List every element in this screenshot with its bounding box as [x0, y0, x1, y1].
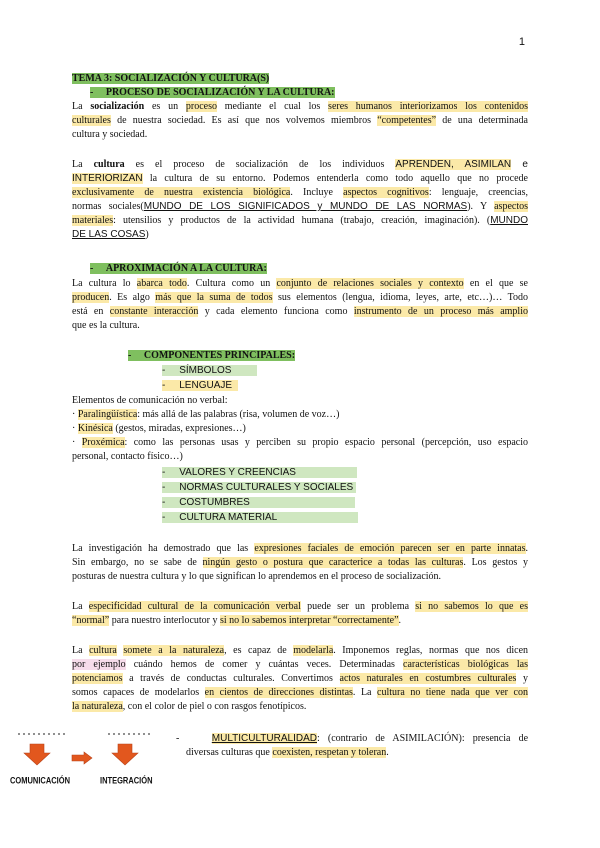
heading-proceso-text: PROCESO DE SOCIALIZACIÓN Y LA CULTURA: — [105, 87, 335, 98]
list-item: - CULTURA MATERIAL — [162, 511, 528, 525]
paragraph-cultura: La cultura es el proceso de socialización de los individuos APRENDEN, ASIMILAN e — [72, 159, 528, 170]
paragraph-investigacion: La investigación ha demostrado que las expresiones faciales de emoción parecen ser en parte innatas. — [72, 543, 528, 554]
heading-proceso: - PROCESO DE SOCIALIZACIÓN Y LA CULTURA: — [90, 87, 335, 98]
paragraph-line: la naturaleza, con el color de piel o con rasgos fenotípicos. — [72, 701, 307, 712]
multiculturalidad-line: diversas culturas que coexisten, respetan y toleran. — [186, 747, 389, 758]
nonverbal-item: · Kinésica (gestos, miradas, expresiones…) — [72, 423, 246, 434]
document-title — [72, 72, 528, 86]
paragraph-line: personal, contacto físico…) — [72, 451, 183, 462]
paragraph-naturaleza: La cultura somete a la naturaleza, es capaz de modelarla. Imponemos reglas, normas que nos dicen — [72, 645, 529, 656]
nonverbal-intro: Elementos de comunicación no verbal: — [72, 395, 228, 406]
list-item: - LENGUAJE — [162, 379, 528, 393]
diagram-label-integracion: INTEGRACIÓN — [100, 774, 153, 787]
down-arrow-icon — [24, 744, 50, 765]
heading-aproximacion: - APROXIMACIÓN A LA CULTURA: — [90, 263, 267, 274]
paragraph-line: somos capaces de modelarlos en cientos de direcciones distintas. La cultura no tiene nada que ver con — [72, 687, 528, 698]
list-item: - NORMAS CULTURALES Y SOCIALES — [162, 481, 528, 495]
paragraph-especificidad: La especificidad cultural de la comunicación verbal puede ser un problema si no sabemos lo que es — [72, 601, 528, 612]
right-arrow-icon — [72, 752, 92, 764]
diagram-label-comunicacion: COMUNICACIÓN — [10, 774, 70, 787]
nonverbal-item: · Proxémica: como las personas usas y perciben su propio espacio personal (percepción, uso espacio — [72, 437, 528, 448]
title-text: TEMA 3: SOCIALIZACIÓN Y CULTURA(S) — [72, 73, 270, 84]
down-arrow-icon — [112, 744, 138, 765]
heading-componentes-text: COMPONENTES PRINCIPALES: — [143, 350, 296, 361]
paragraph-line: normas sociales(MUNDO DE LOS SIGNIFICADOS y MUNDO DE LAS NORMAS). Y aspectos — [72, 201, 528, 212]
page-number: 1 — [518, 36, 525, 48]
nonverbal-item: · Paralingüística: más allá de las palabras (risa, volumen de voz…) — [72, 409, 340, 420]
list-item: - COSTUMBRES — [162, 496, 528, 510]
paragraph-line: DE LAS COSAS) — [72, 229, 149, 240]
paragraph-line: por ejemplo cuándo hemos de comer y cuántas veces. Determinadas características biológicas las — [72, 659, 528, 670]
paragraph-line: posturas de nuestra cultura y lo que significan lo aprendemos en el proceso de socialización. — [72, 571, 442, 582]
paragraph-line: potenciamos a través de conductas culturales. Convertimos actos naturales en costumbres culturales y — [72, 673, 529, 684]
paragraph-line: exclusivamente de nuestra existencia biológica. Incluye aspectos cognitivos: lenguaje, creencias, — [72, 187, 528, 198]
paragraph-line: materiales: utensilios y productos de la actividad humana (trabajo, creación, imaginación). (MUNDO — [72, 215, 528, 226]
heading-componentes: - COMPONENTES PRINCIPALES: — [128, 350, 296, 361]
list-item: - SÍMBOLOS — [162, 364, 528, 378]
heading-aproximacion-text: APROXIMACIÓN A LA CULTURA: — [105, 263, 267, 274]
paragraph-line: culturales de nuestra sociedad. Es así que nos volvemos miembros “competentes” de una determinada — [72, 115, 528, 126]
multiculturalidad-line: - MULTICULTURALIDAD: (contrario de ASIMILACIÓN): presencia de — [176, 733, 529, 744]
paragraph-line: cultura y sociedad. — [72, 129, 148, 140]
paragraph-line: que es la cultura. — [72, 320, 140, 331]
paragraph-line: producen. Es algo más que la suma de todos sus elementos (lengua, idioma, leyes, arte, etc…)… Todo — [72, 292, 528, 303]
list-item: - VALORES Y CREENCIAS — [162, 466, 528, 480]
paragraph-aproximacion: La cultura lo abarca todo. Cultura como un conjunto de relaciones sociales y contexto en el que se — [72, 278, 528, 289]
paragraph-line: Sin embargo, no se sabe de ningún gesto o postura que caracterice a todas las culturas. Los gestos y — [72, 557, 528, 568]
paragraph-socializacion: La socialización es un proceso mediante el cual los seres humanos interiorizamos los contenidos — [72, 101, 528, 112]
paragraph-line: “normal” para nuestro interlocutor y si no lo sabemos interpretar “correctamente”. — [72, 615, 402, 626]
paragraph-line: está en constante interacción y cada elemento funciona como instrumento de un proceso más amplio — [72, 306, 528, 317]
paragraph-line: INTERIORIZAN la cultura de su entorno. Podemos entenderla como todo aquello que no procede — [72, 173, 528, 184]
